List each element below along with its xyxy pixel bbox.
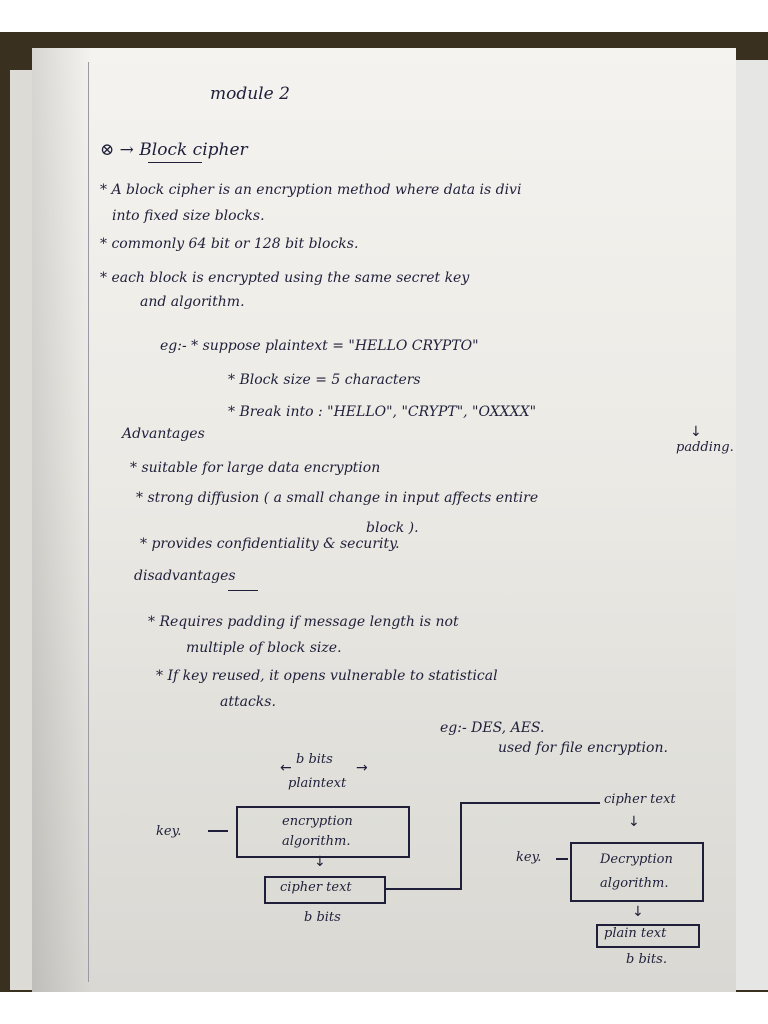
example-block-size: * Block size = 5 characters xyxy=(228,372,421,388)
disadvantage-2a: * If key reused, it opens vulnerable to statistical xyxy=(156,668,498,684)
decryption-box-line-2: algorithm. xyxy=(600,876,669,891)
down-arrow-icon: ↓ xyxy=(690,424,702,440)
definition-line-1: * A block cipher is an encryption method where data is divi xyxy=(100,182,522,198)
advantage-2b: block ). xyxy=(366,520,419,536)
disadvantages-heading: disadvantages xyxy=(134,568,236,584)
right-bracket-arrow-icon: → xyxy=(356,760,368,776)
key-left-label: key. xyxy=(156,824,182,839)
down-arrow-icon: ↓ xyxy=(314,854,326,870)
page-title: module 2 xyxy=(210,84,290,104)
top-background xyxy=(0,0,768,32)
advantage-1: * suitable for large data encryption xyxy=(130,460,381,476)
encryption-box-line-1: encryption xyxy=(282,814,353,829)
example-break-into: * Break into : "HELLO", "CRYPT", "OXXXX" xyxy=(228,404,537,420)
plaintext-label: plaintext xyxy=(288,776,347,791)
decryption-box-line-1: Decryption xyxy=(600,852,673,867)
padding-label: padding. xyxy=(676,440,734,455)
advantage-3: * provides confidentiality & security. xyxy=(140,536,400,552)
key-right-label: key. xyxy=(516,850,542,865)
connector-horizontal-1 xyxy=(386,888,462,890)
connector-vertical xyxy=(460,802,462,890)
key-left-connector xyxy=(208,830,228,832)
margin-line xyxy=(88,62,89,982)
ciphertext-right-label: cipher text xyxy=(604,792,676,807)
example-plaintext: eg:- * suppose plaintext = "HELLO CRYPTO" xyxy=(160,338,479,354)
ciphertext-left-label: cipher text xyxy=(280,880,352,895)
decryption-box xyxy=(570,842,704,902)
heading-underline xyxy=(148,162,202,163)
encryption-box-line-2: algorithm. xyxy=(282,834,351,849)
left-bracket-arrow-icon: ← xyxy=(280,760,292,776)
bits-right-label: b bits. xyxy=(626,952,667,967)
down-arrow-icon: ↓ xyxy=(632,904,644,920)
bullet-each-block-2: and algorithm. xyxy=(140,294,245,310)
next-page-edge xyxy=(732,60,768,990)
bullet-each-block-1: * each block is encrypted using the same secret key xyxy=(100,270,470,286)
plaintext-right-label: plain text xyxy=(604,926,667,941)
key-right-connector xyxy=(556,858,568,860)
advantages-heading: Advantages xyxy=(122,426,205,442)
bits-top-label: b bits xyxy=(296,752,333,767)
bottom-background xyxy=(0,992,768,1024)
disadvantage-2b: attacks. xyxy=(220,694,276,710)
disadvantage-1a: * Requires padding if message length is not xyxy=(148,614,459,630)
definition-line-2: into fixed size blocks. xyxy=(112,208,265,224)
connector-horizontal-2 xyxy=(460,802,600,804)
page-shadow xyxy=(32,48,92,992)
used-for-file-encryption: used for file encryption. xyxy=(498,740,668,756)
examples-des-aes: eg:- DES, AES. xyxy=(440,720,545,736)
bullet-common-sizes: * commonly 64 bit or 128 bit blocks. xyxy=(100,236,359,252)
advantage-2a: * strong diffusion ( a small change in input affects entire xyxy=(136,490,539,506)
down-arrow-icon: ↓ xyxy=(628,814,640,830)
bits-left-label: b bits xyxy=(304,910,341,925)
disadvantage-1b: multiple of block size. xyxy=(186,640,342,656)
section-heading: ⊗ → Block cipher xyxy=(100,140,248,160)
disadvantages-underline xyxy=(228,590,258,591)
